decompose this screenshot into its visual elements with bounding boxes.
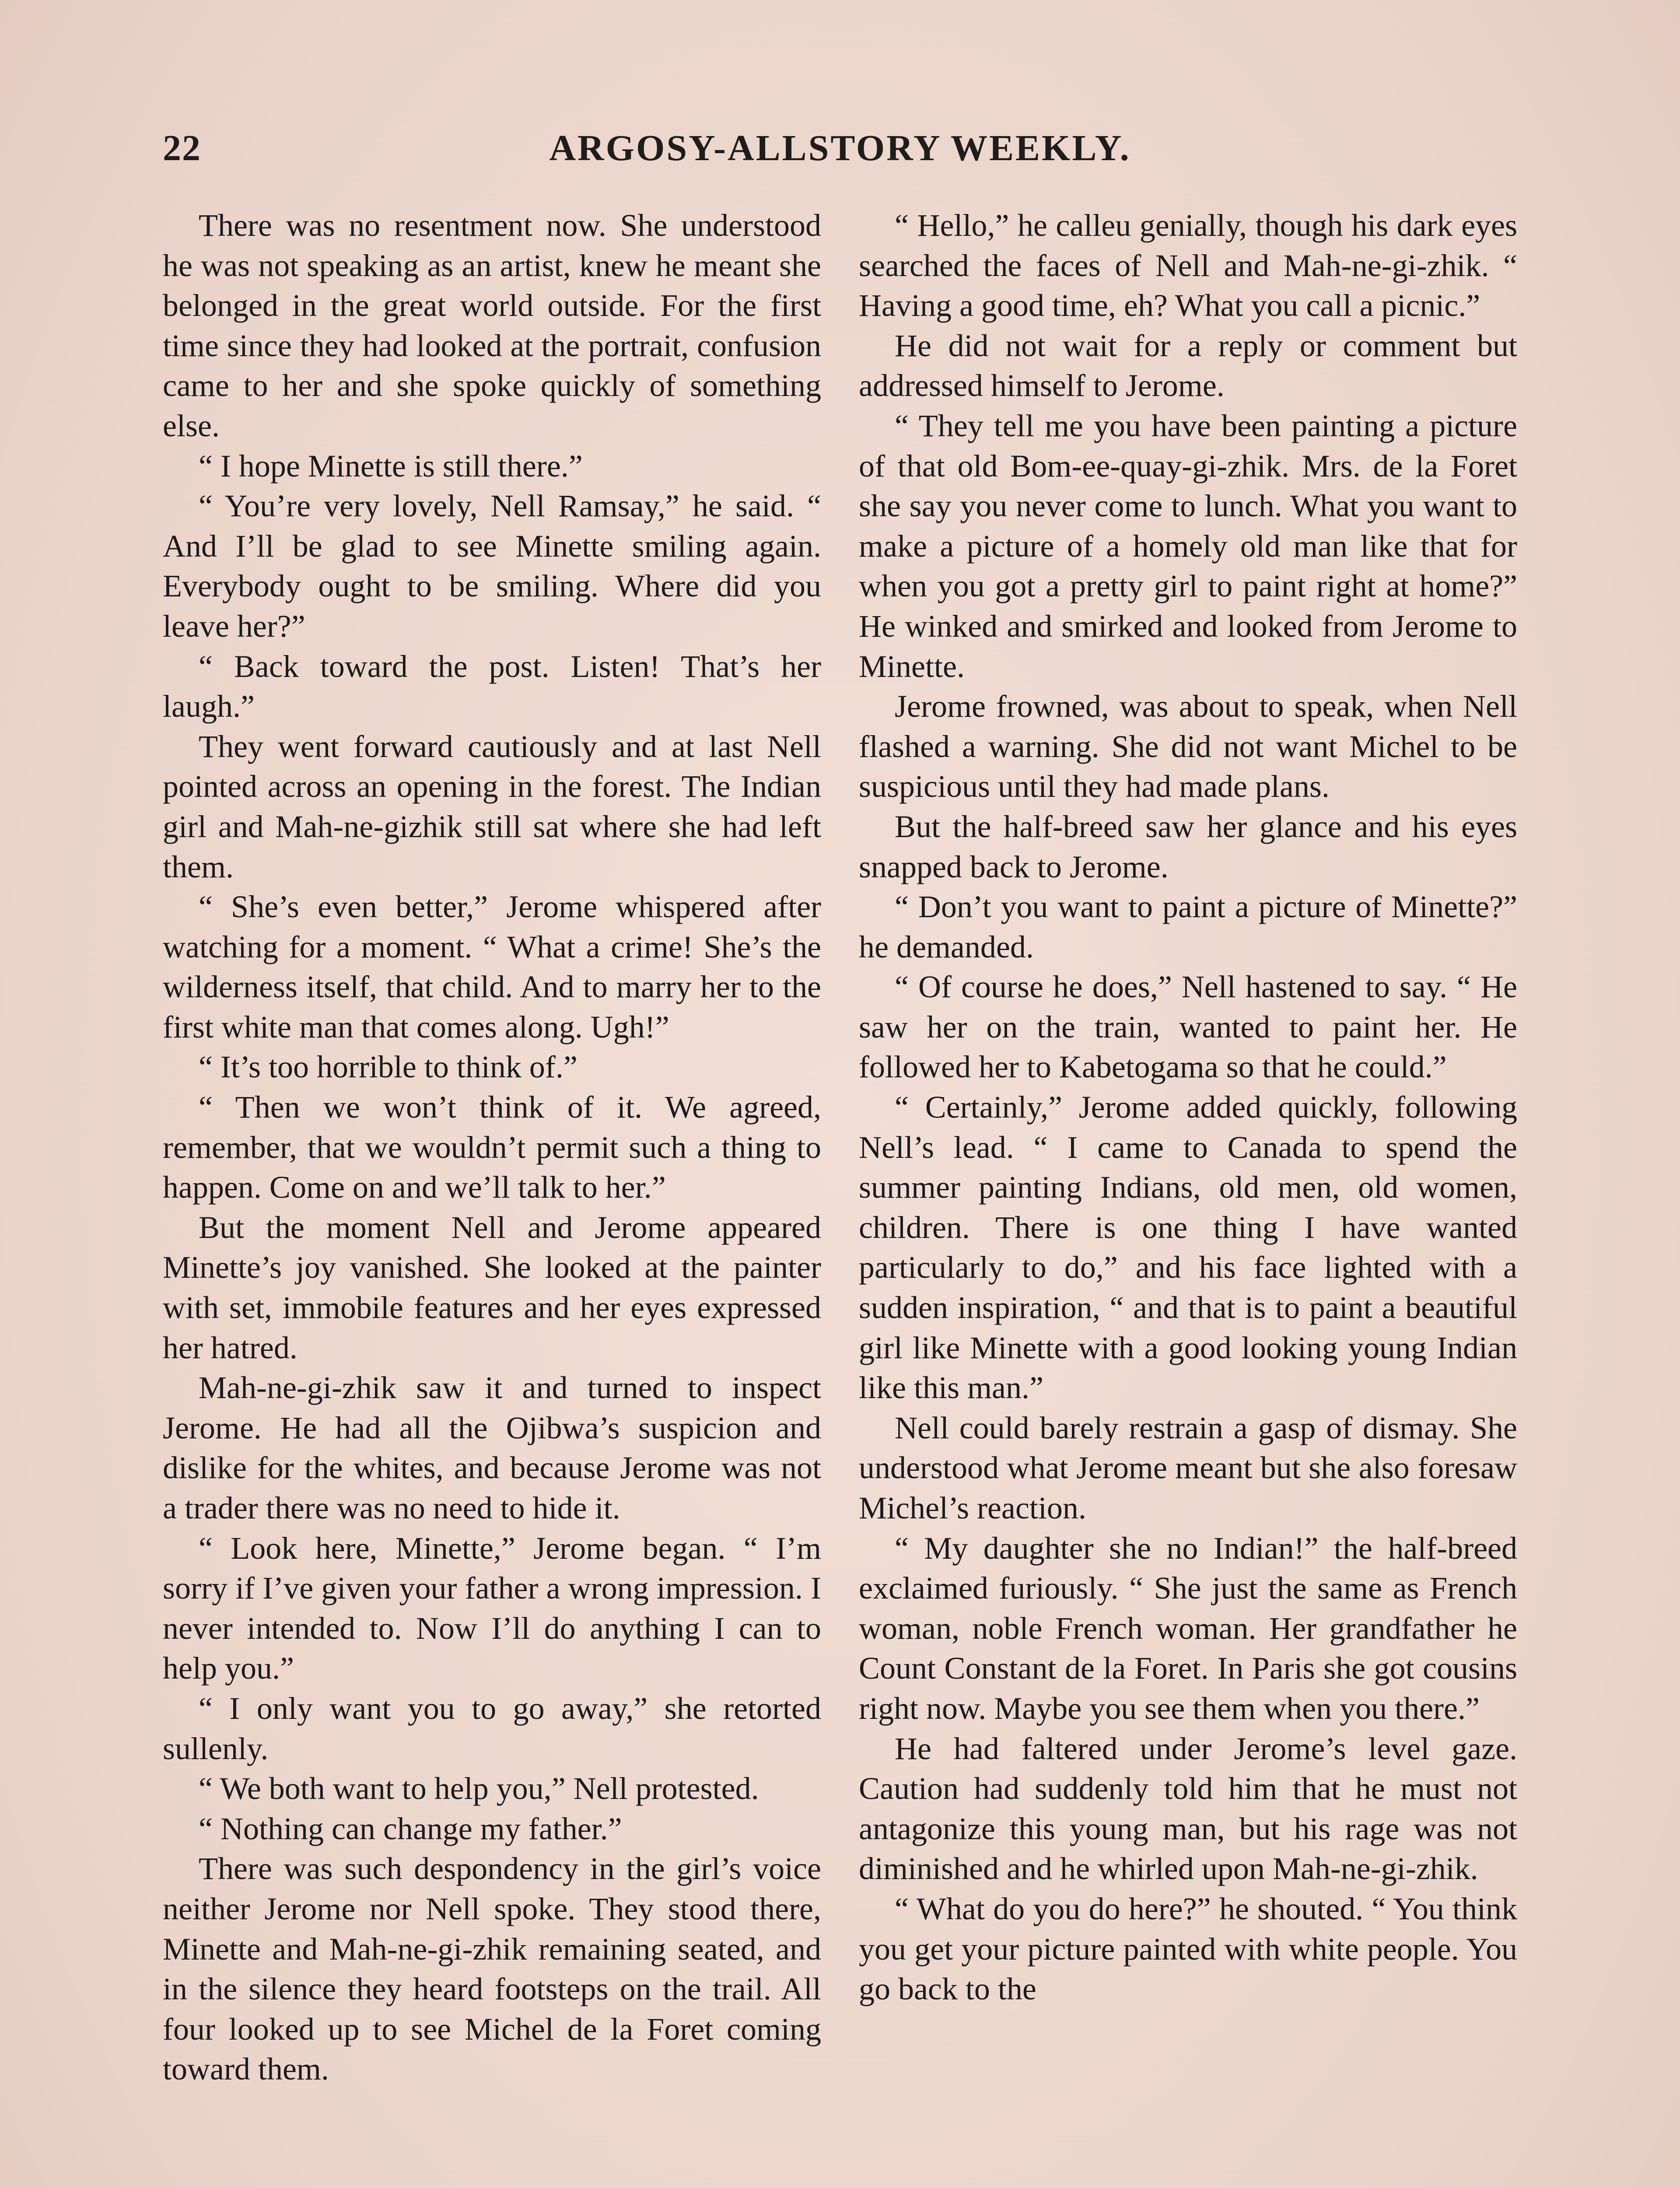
paragraph: He did not wait for a reply or comment but addressed himself to Jerome. bbox=[859, 328, 1517, 403]
paragraph: “ You’re very lovely, Nell Ramsay,” he said. “ And I’ll be glad to see Minette smiling again. Everybody ought to be smiling. Where did you leave her?” bbox=[163, 488, 821, 644]
paragraph: Nell could barely restrain a gasp of dismay. She understood what Jerome meant but she also foresaw Michel’s reaction. bbox=[859, 1410, 1517, 1525]
paragraph: “ Hello,” he calleu genially, though his dark eyes searched the faces of Nell and Mah-ne-gi-zhik. “ Having a good time, eh? What you call a picnic.” bbox=[859, 208, 1517, 323]
paragraph: “ What do you do here?” he shouted. “ You think you get your picture painted with white people. You go back to the bbox=[859, 1891, 1517, 2007]
paragraph: “ She’s even better,” Jerome whispered after watching for a moment. “ What a crime! She’s the wilderness itself, that child. And to marry her to the first white man that comes along. Ugh!” bbox=[163, 889, 821, 1045]
paragraph: “ I hope Minette is still there.” bbox=[199, 448, 583, 484]
paragraph: “ We both want to help you,” Nell protested. bbox=[199, 1771, 759, 1806]
paragraph: They went forward cautiously and at last Nell pointed across an opening in the forest. The Indian girl and Mah-ne-gizhik still sat where she had left them. bbox=[163, 729, 821, 884]
page-number: 22 bbox=[163, 128, 201, 168]
paragraph: He had faltered under Jerome’s level gaze. Caution had suddenly told him that he must not antagonize this young man, but his rage was not diminished and he whirled upon Mah-ne-gi-zhik. bbox=[859, 1731, 1517, 1886]
paragraph: “ Certainly,” Jerome added quickly, following Nell’s lead. “ I came to Canada to spend the summer painting Indians, old men, old women, children. There is one thing I have wanted particularly to do,” and his face lighted with a sudden inspiration, “ and that is to paint a beautiful girl like Minette with a good looking young Indian like this man.” bbox=[859, 1090, 1517, 1406]
page-header bbox=[163, 127, 1517, 175]
paragraph: Jerome frowned, was about to speak, when Nell flashed a warning. She did not want Michel to be suspicious until they had made plans. bbox=[859, 689, 1517, 804]
paragraph: “ Look here, Minette,” Jerome began. “ I’m sorry if I’ve given your father a wrong impression. I never intended to. Now I’ll do anything I can to help you.” bbox=[163, 1530, 821, 1686]
paragraph: “ Nothing can change my father.” bbox=[199, 1811, 622, 1846]
running-title: ARGOSY-ALLSTORY WEEKLY. bbox=[549, 128, 1131, 168]
paragraph: “ I only want you to go away,” she retorted sullenly. bbox=[163, 1690, 821, 1766]
paragraph: Mah-ne-gi-zhik saw it and turned to inspect Jerome. He had all the Ojibwa’s suspicion and dislike for the whites, and because Jerome was not a trader there was no need to hide it. bbox=[163, 1370, 821, 1525]
paragraph: “ Back toward the post. Listen! That’s her laugh.” bbox=[163, 649, 821, 724]
paragraph: “ It’s too horrible to think of.” bbox=[199, 1049, 578, 1085]
paragraph: “ Then we won’t think of it. We agreed, remember, that we wouldn’t permit such a thing to happen. Come on and we’ll talk to her.” bbox=[163, 1090, 821, 1205]
paragraph: There was such despondency in the girl’s voice neither Jerome nor Nell spoke. They stood there, Minette and Mah-ne-gi-zhik remaining seated, and in the silence they heard footsteps on the trail. All four looked up to see Michel de la Foret coming toward them. bbox=[163, 1851, 821, 2087]
paragraph: “ Of course he does,” Nell hastened to say. “ He saw her on the train, wanted to paint her. He followed her to Kabetogama so that he could.” bbox=[859, 969, 1517, 1085]
paragraph: “ My daughter she no Indian!” the half-breed exclaimed furiously. “ She just the same as French woman, noble French woman. Her grandfather he Count Constant de la Foret. In Paris she got cousins right now. Maybe you see them when you there.” bbox=[859, 1530, 1517, 1726]
paragraph: But the half-breed saw her glance and his eyes snapped back to Jerome. bbox=[859, 809, 1517, 884]
paragraph: “ They tell me you have been painting a picture of that old Bom-ee-quay-gi-zhik. Mrs. de la Foret she say you never come to lunch. What you want to make a picture of a homely old man like that for when you got a pretty girl to paint right at home?” He winked and smirked and looked from Jerome to Minette. bbox=[859, 408, 1517, 684]
paragraph: “ Don’t you want to paint a picture of Minette?” he demanded. bbox=[859, 889, 1517, 964]
right-column bbox=[859, 206, 1517, 2009]
paragraph: But the moment Nell and Jerome appeared Minette’s joy vanished. She looked at the painter with set, immobile features and her eyes expressed her hatred. bbox=[163, 1210, 821, 1365]
left-column bbox=[163, 206, 821, 2090]
paragraph: There was no resentment now. She understood he was not speaking as an artist, knew he meant she belonged in the great world outside. For the first time since they had looked at the portrait, confusion came to her and she spoke quickly of something else. bbox=[163, 208, 821, 443]
